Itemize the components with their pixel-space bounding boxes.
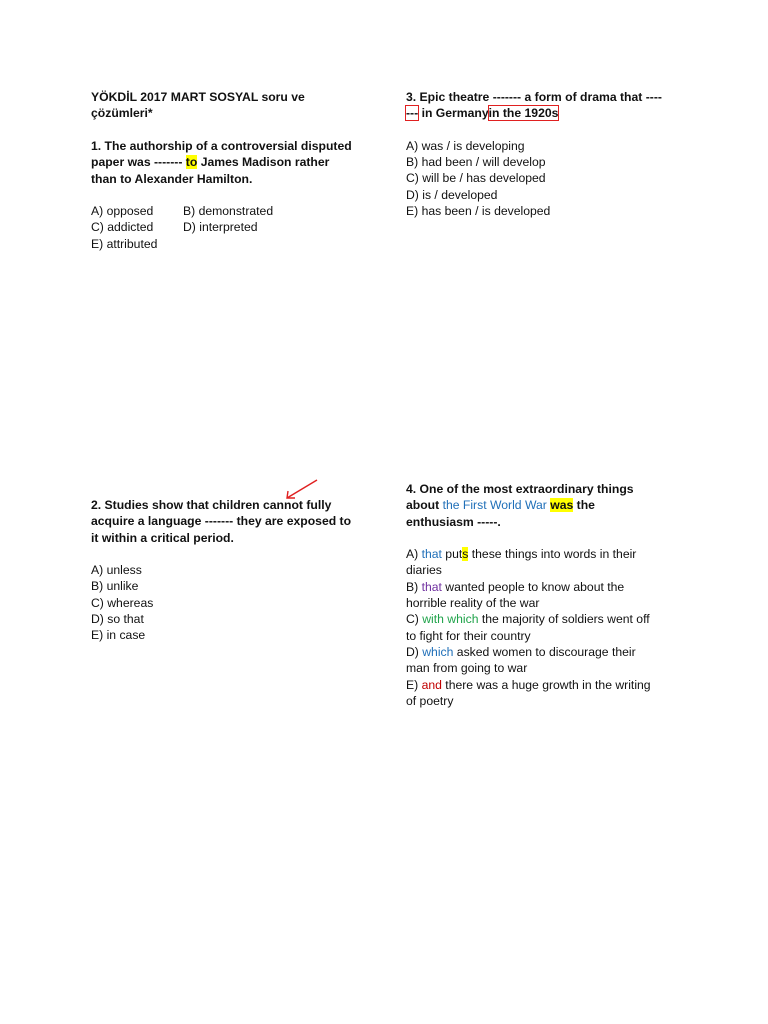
boxed-blank: --- — [406, 106, 419, 121]
boxed-time-phrase: in the 1920s — [488, 106, 559, 121]
title-line-1: YÖKDİL 2017 MART SOSYAL soru ve — [91, 90, 305, 104]
option-e: E) in case — [91, 628, 146, 643]
option-e: E) attributed — [91, 236, 158, 251]
option-a: A) unless — [91, 563, 142, 578]
option-b: B) unlike — [91, 579, 139, 594]
question-4 — [406, 481, 651, 709]
option-a: A) was / is developing — [406, 138, 525, 153]
title-line-2: çözümleri* — [91, 106, 153, 121]
question-1-stem: 1. The authorship of a controversial disputed paper was ------- to James Madison rather than to Alexander Hamilton. — [91, 139, 352, 186]
question-3-options — [406, 138, 662, 219]
question-3-stem: 3. Epic theatre ------- a form of drama that ---- --- in Germanyin the 1920s — [406, 90, 662, 121]
question-4-stem: 4. One of the most extraordinary things about the First World War was the enthusiasm -----. — [406, 482, 634, 529]
option-b: B) that wanted people to know about the — [406, 579, 625, 594]
question-3 — [406, 89, 662, 219]
highlight-was: was — [550, 498, 574, 513]
highlight-to: to — [185, 155, 198, 170]
question-2 — [91, 497, 351, 644]
question-1-options — [91, 203, 352, 252]
option-d: D) interpreted — [183, 220, 258, 235]
option-b: B) demonstrated — [183, 204, 274, 219]
option-c: C) addicted — [91, 220, 154, 235]
option-e: E) has been / is developed — [406, 204, 551, 219]
option-b: B) had been / will develop — [406, 155, 546, 170]
option-e: E) and there was a huge growth in the writing — [406, 677, 651, 692]
option-a: A) opposed — [91, 204, 154, 219]
blue-phrase: the First World War — [442, 498, 547, 513]
option-d: D) is / developed — [406, 187, 498, 202]
question-4-options: A) that puts these things into words in their diaries B) that wanted people to know about the horrible reality of the war C) with which the majority of soldiers went off to fight for their country D) which asked women to discourage their man from going to war E) and there was a huge growth in the writing of poetry — [406, 547, 651, 708]
document-title — [91, 89, 305, 122]
option-c: C) will be / has developed — [406, 171, 546, 186]
option-d: D) so that — [91, 612, 144, 627]
question-1 — [91, 138, 352, 252]
question-2-stem: 2. Studies show that children cannot fully acquire a language ------- they are exposed to it within a critical period. — [91, 498, 352, 545]
highlight-s: s — [462, 547, 469, 562]
option-d: D) which asked women to discourage their — [406, 644, 636, 659]
option-a: A) that puts these things into words in their — [406, 547, 637, 562]
option-c: C) whereas — [91, 595, 154, 610]
question-2-options — [91, 562, 351, 643]
option-c: C) with which the majority of soldiers went off — [406, 612, 650, 627]
